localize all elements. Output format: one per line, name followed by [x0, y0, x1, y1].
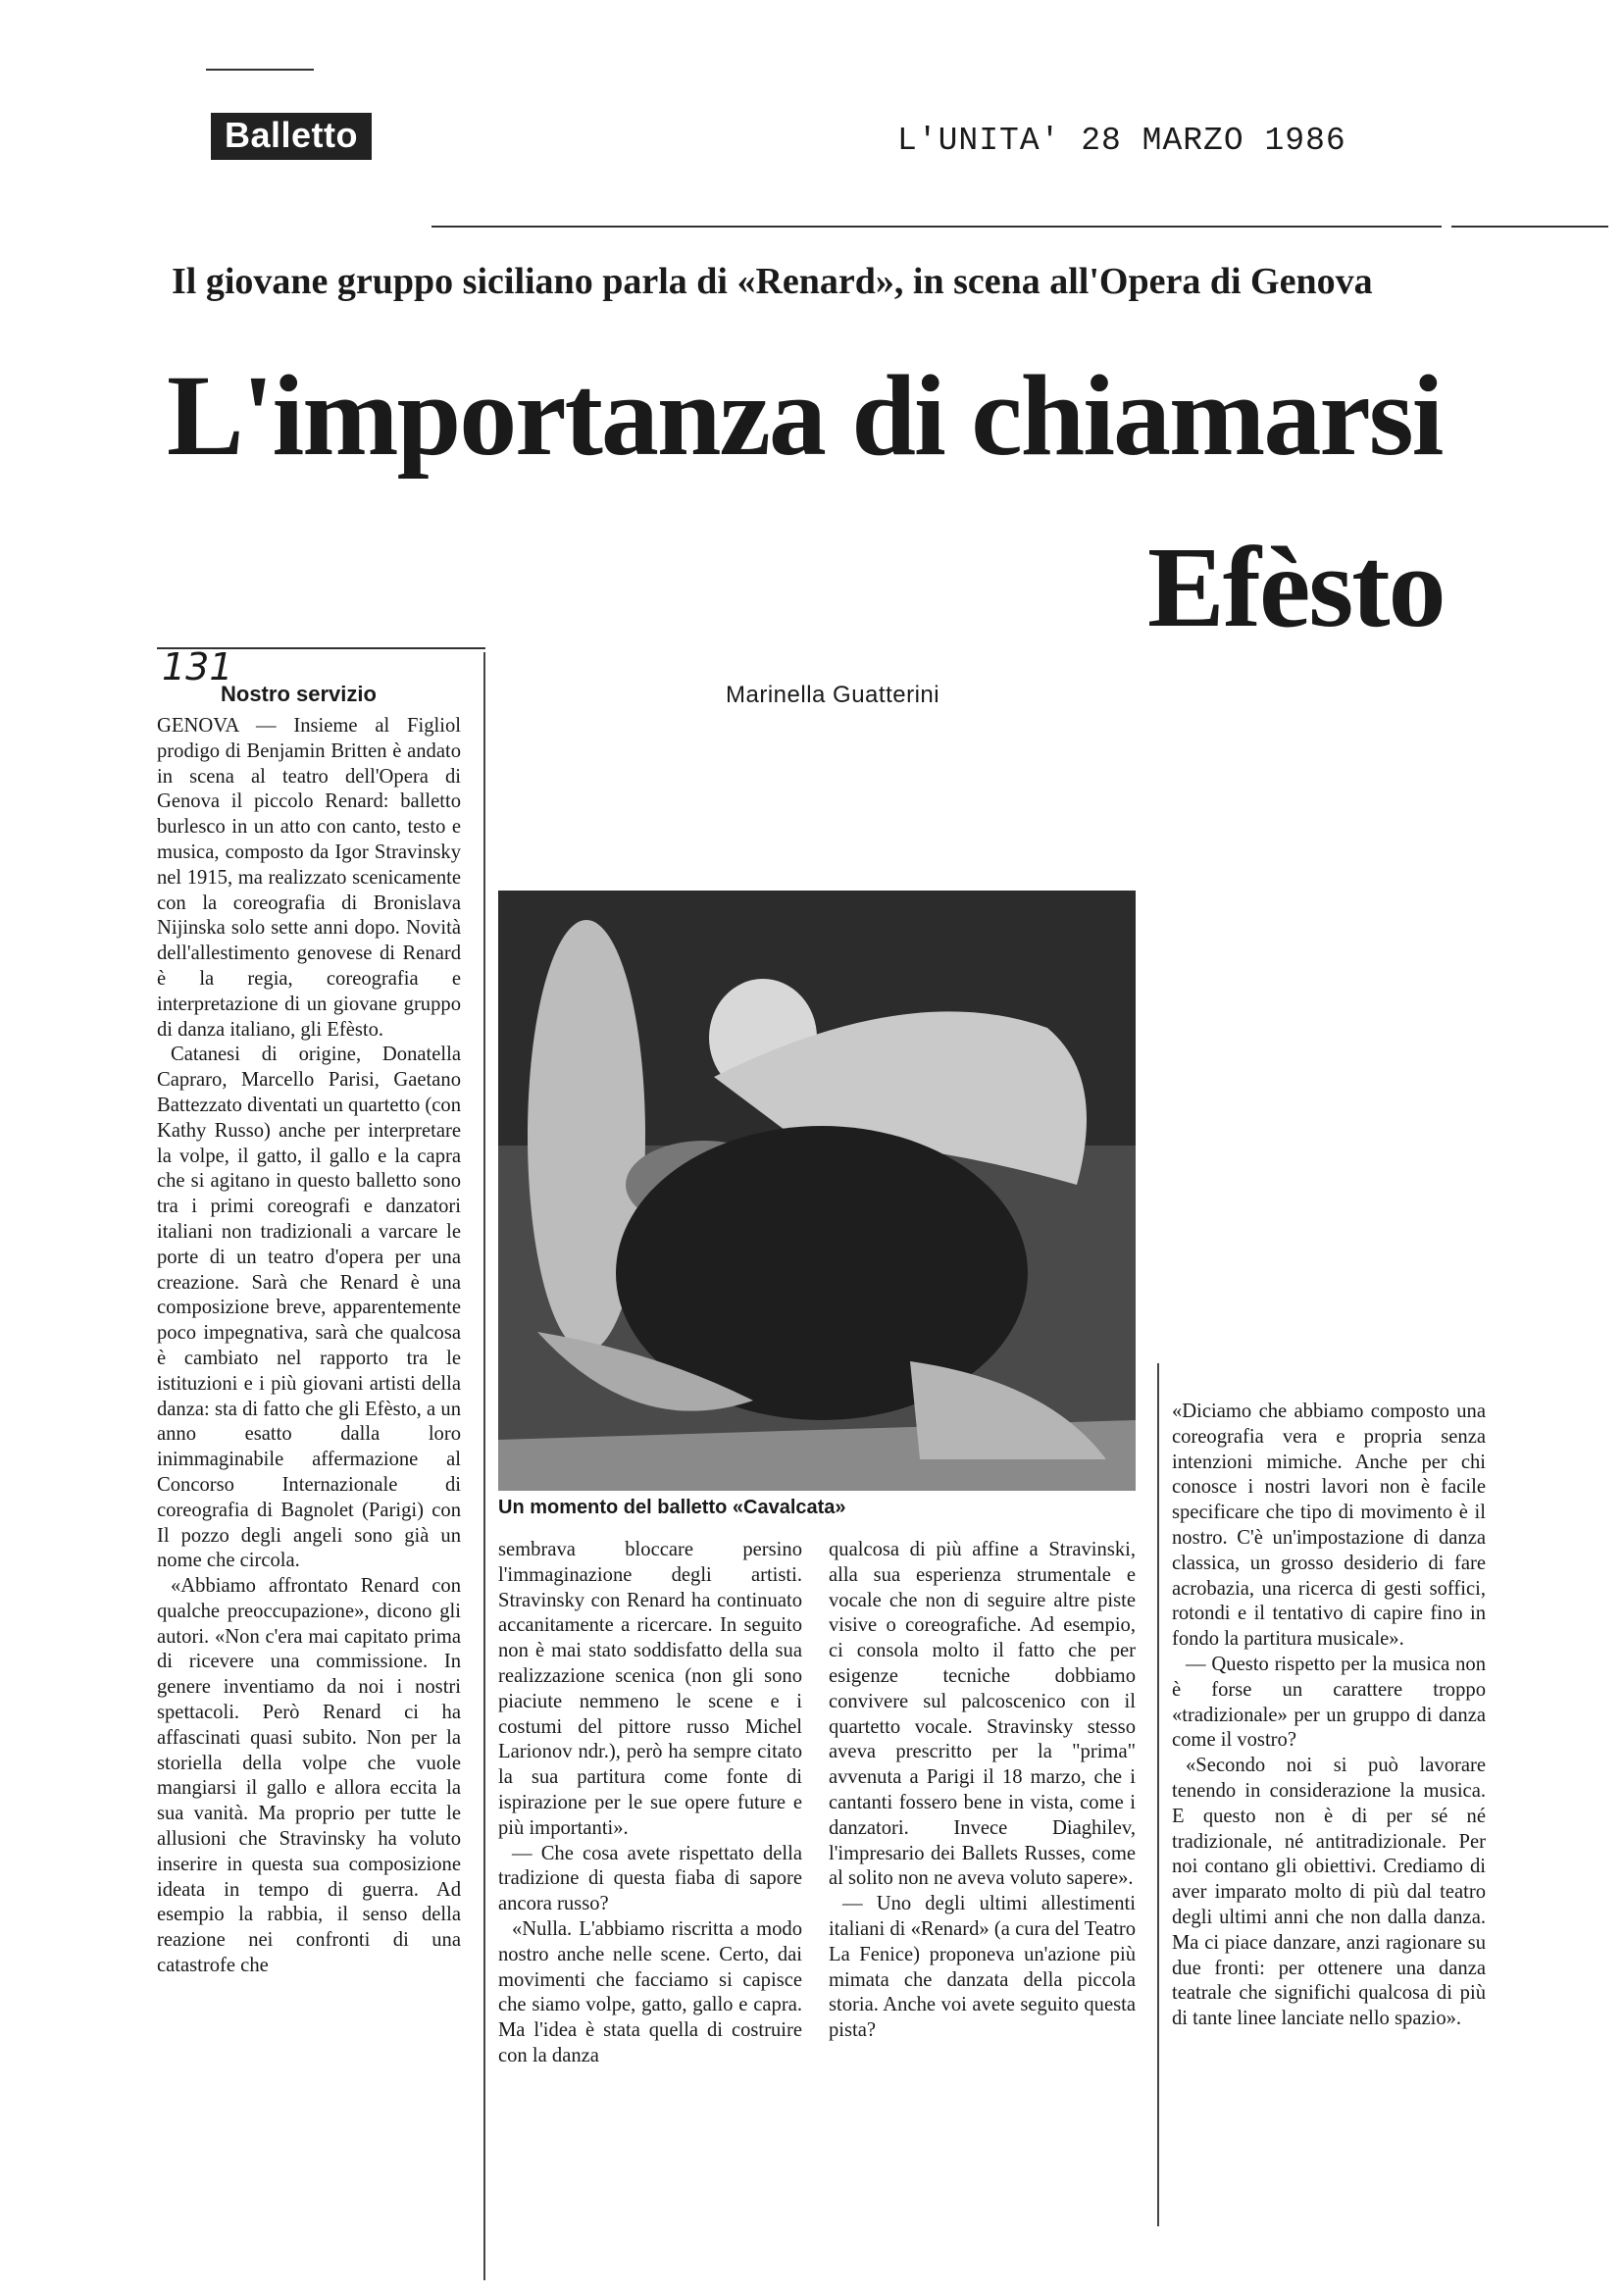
- top-rule-left: [206, 69, 314, 71]
- article-column-1: [157, 714, 461, 1979]
- paragraph: Catanesi di origine, Donatella Capraro, Marcello Parisi, Gaetano Battezzato diventati un quartetto (con Kathy Russo) anche per interpretare la volpe, il gatto, il gallo e la capra che si agitano in questo balletto sono tra i primi coreografi e danzatori italiani non tradizionali a varcare le porte di un teatro d'opera per una creazione. Sarà che Renard è una composizione breve, apparentemente poco impegnativa, sarà che qualcosa è cambiato nel rapporto tra le istituzioni e i più giovani artisti della danza: sta di fatto che gli Efèsto, a un anno esatto dalla loro inimmaginabile affermazione al Concorso Internazionale di coreografia di Bagnolet (Parigi) con Il pozzo degli angeli sono già un nome che circola.: [157, 1044, 461, 1572]
- paragraph: sembrava bloccare persino l'immaginazione degli artisti. Stravinsky con Renard ha continuato accanitamente a ricercare. In seguito non è mai stato soddisfatto della sua realizzazione scenica (non gli sono piaciute nemmeno le scene e i costumi del pittore russo Michel Larionov ndr.), però ha sempre citato la sua partitura come fonte di ispirazione per le sue opere future e più importanti».: [498, 1539, 802, 1839]
- headline-line2: Efèsto: [1147, 523, 1445, 651]
- source-date-stamp: L'UNITA' 28 MARZO 1986: [897, 123, 1346, 159]
- author-byline: Marinella Guatterini: [726, 682, 940, 708]
- article-column-4: [1172, 1400, 1486, 2032]
- paragraph: — Uno degli ultimi allestimenti italiani di «Renard» (a cura del Teatro La Fenice) proponeva un'azione più mimata che danzata della piccola storia. Anche voi avete seguito questa pista?: [829, 1893, 1136, 2042]
- header-rule-right: [1451, 226, 1608, 228]
- paragraph: «Nulla. L'abbiamo riscritta a modo nostro anche nelle scene. Certo, dai movimenti che facciamo si capisce che siamo volpe, gatto, gallo e capra. Ma l'idea è stata quella di costruire con la danza: [498, 1917, 802, 2066]
- column-divider: [1157, 1363, 1159, 2226]
- paragraph: qualcosa di più affine a Stravinski, alla sua esperienza strumentale e vocale che non di seguire altre piste visive o coreografiche. Ad esempio, ci consola molto il fatto che per esigenze tecniche dobbiamo convivere sul palcoscenico con il quartetto vocale. Stravinsky stesso aveva prescritto per la "prima" avvenuta a Parigi il 18 marzo, che i cantanti fossero bene in vista, come i danzatori. Invece Diaghilev, l'impresario dei Ballets Russes, come al solito non ne aveva voluto sapere».: [829, 1539, 1136, 1890]
- column-divider: [483, 652, 485, 2280]
- paragraph: — Questo rispetto per la musica non è forse un carattere troppo «tradizionale» per un gruppo di danza come il vostro?: [1172, 1653, 1486, 1752]
- dancers-image: [498, 891, 1136, 1491]
- headline-line1: L'importanza di chiamarsi: [167, 351, 1443, 480]
- section-rubric: Balletto: [211, 113, 372, 160]
- paragraph: «Secondo noi si può lavorare tenendo in considerazione la musica. E questo non è di per sé né tradizionale, né antitradizionale. Per noi contano gli obiettivi. Crediamo di aver imparato molto di più dal teatro degli ultimi anni che non dalla danza. Ma ci piace danzare, anzi ragionare su due fronti: per ottenere una danza teatrale che significhi qualcosa di più di tante linee lanciate nello spazio».: [1172, 1755, 1486, 2030]
- handwritten-number: 131: [162, 645, 233, 688]
- paragraph: — Che cosa avete rispettato della tradizione di questa fiaba di sapore ancora russo?: [498, 1842, 802, 1915]
- paragraph: «Diciamo che abbiamo composto una coreografia vera e propria senza intenzioni mimiche. Anche per chi conosce i nostri lavori non è facile specificare che tipo di movimento è il nostro. C'è un'impostazione di danza classica, un grosso desiderio di fare acrobazia, una ricerca di gesti soffici, rotondi e il tentativo di capire fino in fondo la partitura musicale».: [1172, 1401, 1486, 1651]
- paragraph: GENOVA — Insieme al Figliol prodigo di Benjamin Britten è andato in scena al teatro dell'Opera di Genova il piccolo Renard: balletto burlesco in un atto con canto, testo e musica, composto da Igor Stravinsky nel 1915, ma realizzato scenicamente con la coreografia di Bronislava Nijinska solo sette anni dopo. Novità dell'allestimento genovese di Renard è la regia, coreografia e interpretazione di un giovane gruppo di danza italiano, gli Efèsto.: [157, 715, 461, 1041]
- article-column-3: [829, 1538, 1136, 2044]
- subheadline: Il giovane gruppo siciliano parla di «Renard», in scena all'Opera di Genova: [172, 261, 1373, 302]
- service-credit: Nostro servizio: [221, 682, 377, 706]
- ballet-photo: [498, 891, 1136, 1491]
- paragraph: «Abbiamo affrontato Renard con qualche preoccupazione», dicono gli autori. «Non c'era mai capitato prima di ricevere una commissione. In genere inventiamo da noi i nostri spettacoli. Però Renard ci ha affascinati quasi subito. Non per la storiella della volpe che vuole mangiarsi il gallo e allora eccita la sua vanità. Ma proprio per tutte le allusioni che Stravinsky ha voluto inserire in questa sua composizione ideata in tempo di guerra. Ad esempio la rabbia, il senso della reazione nei confronti di una catastrofe che: [157, 1575, 461, 1977]
- header-rule: [431, 226, 1442, 228]
- photo-caption: Un momento del balletto «Cavalcata»: [498, 1497, 846, 1518]
- article-column-2: [498, 1538, 802, 2069]
